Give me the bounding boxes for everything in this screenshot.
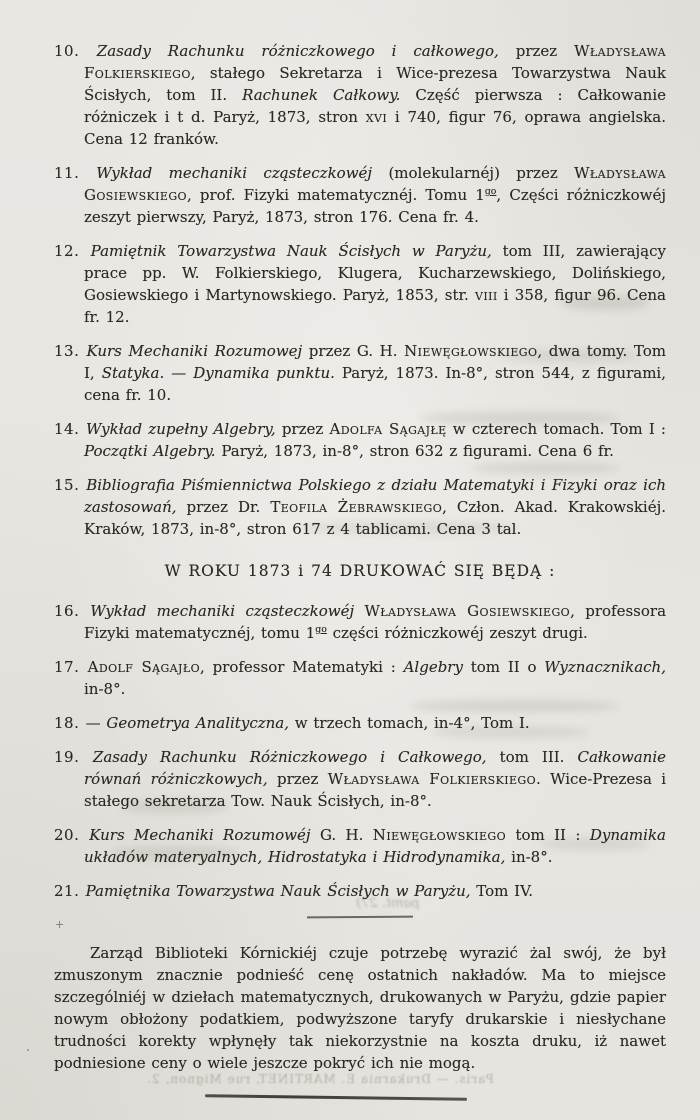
entry-text-segment: . Wice-Prezesa i stałego sekretarza Tow. Nauk Ścisłych, in-8°. [84,770,666,810]
entry-number: 19. [54,748,93,766]
entry-text-segment: Paryż, 1873. In-8°, stron 544, z figurami, cena fr. 10. [84,364,666,404]
ghost-note-text: pamt. 27) [356,896,420,911]
entry-text-segment: Bibliografia Piśmiennictwa Polskiego z działu Matematyki i Fizyki oraz ich zastosowań, [84,476,667,516]
catalog-entry [54,418,666,462]
entry-text-segment: w trzech tomach, in-4°, Tom I. [294,714,530,732]
catalog-entry [54,746,666,812]
entry-text-segment: tom II : [506,826,590,844]
entry-text-segment: viii [475,286,498,304]
entry-text-segment: przez [515,42,575,60]
entry-text-segment: Statyka. — Dynamika punktu. [101,364,335,382]
entry-text-segment: Wyznacznikach, [544,658,666,676]
entry-text-segment: go [484,186,497,197]
entry-text-segment: Część pierwsza : Całkowanie różniczek i t d. Paryż, 1873, stron [84,86,666,126]
margin-speck: + [55,918,65,931]
entry-text-segment: tom III, zawierający prace pp. W. Folkierskiego, Klugera, Kucharzewskiego, Dolińskiego, Gosiewskiego i Martynowskiego. Paryż, 1853, str. [84,242,667,304]
entry-text-segment: tom III. [499,748,578,766]
entry-number: 20. [54,826,90,844]
closing-paragraph: Zarząd Biblioteki Kórnickiéj czuje potrzebę wyrazić żal swój, że był zmuszonym znacznie podnieść cenę ostatnich nakładów. Ma to miejsce szczególniéj w dziełach matematycznych, drukowanych w Paryżu, gdzie papier nowym obłożony podatkiem, podwyższone taryfy drukarskie i niesłychane trudności korekty wpłynęły tak niekorzystnie na koszta druku, iż nawet podniesione ceny o wiele jeszcze pokryć ich nie mogą. [54,944,666,1072]
entry-text-segment: in-8°. [505,848,553,866]
entry-text-segment: Dynamika układów materyalnych, Hidrostatyka i Hidrodynamika, [84,826,666,866]
catalog-entry [54,240,666,328]
entry-number: 15. [54,476,87,494]
margin-speck: . [26,1040,31,1055]
entry-text-segment: go [315,624,327,635]
entry-text-segment: Początki Algebry. [84,442,216,460]
entry-text-segment: Geometrya Analityczna, [106,714,295,732]
entry-text-segment: Tom IV. [476,882,534,900]
entry-text-segment: części różniczkowéj zeszyt drugi. [326,624,588,642]
entry-text-segment: w czterech tomach. Tom I : [446,420,666,438]
entry-text-segment: i 740, figur 76, oprawa angielska. Cena 12 franków. [84,108,666,148]
entry-text-segment: przez Dr. [186,498,271,516]
catalog-entry [54,824,666,868]
entry-number: 21. [54,882,86,900]
entry-text-segment: Władysława Folkierskiego [84,42,667,82]
entry-text-segment: Paryż, 1873, in-8°, stron 632 z figurami. Cena 6 fr. [215,442,614,460]
catalog-entry [54,600,666,644]
entry-number: 14. [54,420,87,438]
entry-text-segment: — [85,714,107,732]
entry-text-segment: Rachunek Całkowy. [242,86,401,104]
entry-text-segment: , prof. Fizyki matematycznéj. Tomu 1 [186,186,485,204]
catalog-entry [54,880,666,902]
entry-text-segment: i 358, figur 96. Cena fr. 12. [84,286,666,326]
entry-text-segment: Wykład mechaniki cząsteczkowéj [96,164,389,182]
entry-text-segment: Pamiętnika Towarzystwa Nauk Ścisłych w Paryżu, [85,882,477,900]
entry-text-segment: Władysława Gosiewskiego [84,164,666,204]
entry-number: 13. [54,342,87,360]
page-content [54,40,666,1074]
entry-text-segment: , professora Fizyki matematycznéj, tomu 1 [84,602,667,642]
entry-text-segment: Całkowanie równań różniczkowych, [84,748,666,788]
entry-text-segment: , dwa tomy. Tom I, [84,342,666,382]
entry-text-segment: przez [276,770,328,788]
entry-text-segment: przez [281,420,330,438]
entry-text-segment: Adolf Sągajło [87,658,200,676]
entry-text-segment: przez G. H. [308,342,405,360]
entry-text-segment: xvi [365,108,388,126]
entry-number: 10. [54,42,97,60]
entry-number: 12. [54,242,91,260]
entry-text-segment: tom II o [462,658,545,676]
catalog-entry [54,162,666,228]
catalog-entry [54,656,666,700]
entry-text-segment: Władysława Folkierskiego [327,770,537,788]
entry-number: 16. [54,602,91,620]
catalog-entry [54,40,666,150]
entry-text-segment: Władysława Gosiewskiego [364,602,571,620]
entry-text-segment: Teofila Żebrawskiego [270,498,443,516]
entry-text-segment: , Części różniczkowéj zeszyt pierwszy, Paryż, 1873, stron 176. Cena fr. 4. [84,186,667,226]
page-bottom-rule [205,1094,467,1101]
catalog-entry [54,474,666,540]
entry-number: 17. [54,658,88,676]
catalog-entry [54,340,666,406]
entry-text-segment: Wykład zupełny Algebry, [86,420,282,438]
entry-text-segment: G. H. [319,826,373,844]
entry-text-segment: , Człon. Akad. Krakowskiéj. Kraków, 1873, in-8°, stron 617 z 4 tablicami. Cena 3 tal. [84,498,667,538]
entry-text-segment: in-8°. [84,680,126,698]
entry-text-segment: (molekularnéj) przez [388,164,575,182]
entry-text-segment: Niewęgłowskiego [372,826,507,844]
entry-text-segment: Algebry [403,658,463,676]
catalog-entry [54,712,666,734]
entry-text-segment: Kurs Mechaniki Rozumowej [86,342,309,360]
entry-text-segment: Pamiętnik Towarzystwa Nauk Ścisłych w Paryżu, [90,242,503,260]
upcoming-list [54,600,666,902]
entry-number: 11. [54,164,97,182]
entry-text-segment: Zasady Rachunku różniczkowego i całkowego, [96,42,516,60]
entry-text-segment: Kurs Mechaniki Rozumowéj [89,826,320,844]
entry-text-segment: Adolfa Sągajłę [329,420,447,438]
printer-imprint-show-through: Paris. — Drukarnia E. MARTINET, rue Mignon, 2. [146,1072,494,1086]
catalog-list [54,40,666,540]
section-divider-rule [307,916,413,919]
entry-text-segment: , professor Matematyki : [200,658,404,676]
entry-text-segment: Zasady Rachunku Różniczkowego i Całkowego, [92,748,500,766]
entry-text-segment: Niewęgłowskiego [404,342,538,360]
entry-text-segment: Wykład mechaniki cząsteczkowéj [90,602,365,620]
entry-number: 18. [54,714,86,732]
entry-text-segment: , stałego Sekretarza i Wice-prezesa Towarzystwa Nauk Ścisłych, tom II. [84,64,666,104]
section-heading: W ROKU 1873 i 74 DRUKOWAĆ SIĘ BĘDĄ : [164,562,556,580]
